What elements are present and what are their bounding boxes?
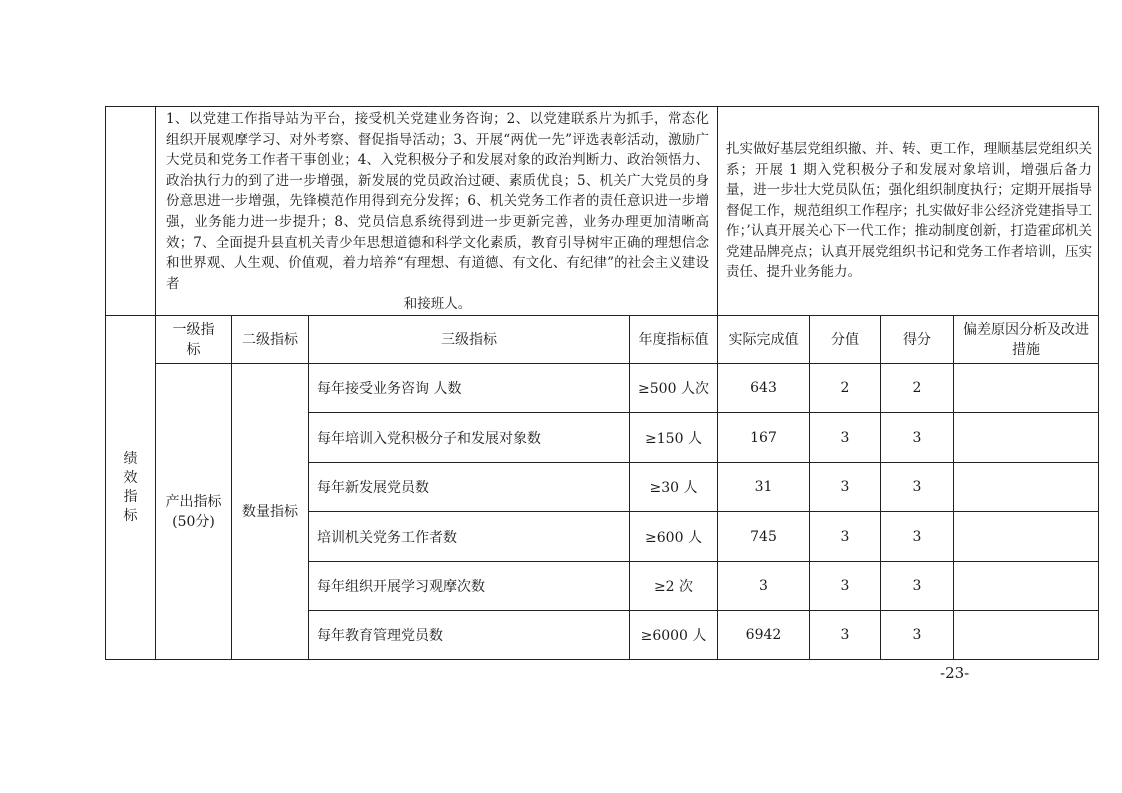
row-note xyxy=(954,413,1099,463)
header-actual-cell xyxy=(718,316,810,364)
header-weight: 分值 xyxy=(831,331,859,348)
header-score: 得分 xyxy=(903,331,931,348)
left-text-cell xyxy=(156,107,718,316)
header-actual: 实际完成值 xyxy=(728,331,799,348)
header-annual-target: 年度指标值 xyxy=(638,331,709,348)
row-actual: 167 xyxy=(718,413,810,463)
right-summary-text: 扎实做好基层党组织撤、并、转、更工作，理顺基层党组织关系；开展 1 期入党积极分子和发展对象培训，增强后备力量，进一步壮大党员队伍；强化组织制度执行；定期开展指导督促工作，规范组织工作程序；扎实做好非公经济党建指导工作；’认真开展关心下一代工作；推动制度创新，打造霍邱机关党建品牌亮点；认真开展党组织书记和党务工作者培训，压实责任、提升业务能力。 xyxy=(726,140,1093,281)
left-summary-text: 1、以党建工作指导站为平台，接受机关党建业务咨询；2、以党建联系片为抓手，常态化组织开展观摩学习、对外考察、督促指导活动；3、开展“两优一先”评选表彰活动，激励广大党员和党务工作者干事创业；4、入党积极分子和发展对象的政治判断力、政治领悟力、政治执行力的到了进一步增强，新发展的党员政治过硬、素质优良；5、机关广大党员的身份意思进一步增强，先锋模范作用得到充分发挥；6、机关党务工作者的责任意识进一步增强，业务能力进一步提升；8、党员信息系统得到进一步更新完善，业务办理更加清晰高效；7、全面提升县直机关青少年思想道德和科学文化素质，教育引导树牢正确的理想信念和世界观、人生观、价值观，着力培养“有理想、有道德、有文化、有纪律”的社会主义建设者 xyxy=(166,111,709,292)
section-label: 绩效指标 xyxy=(123,450,138,524)
row-note xyxy=(954,463,1099,512)
row-score: 2 xyxy=(881,364,954,413)
row-weight: 3 xyxy=(810,512,881,562)
row-score: 3 xyxy=(881,611,954,660)
level1-cell xyxy=(156,364,232,660)
row-score: 3 xyxy=(881,512,954,562)
level2-cell xyxy=(232,364,309,660)
row-target: ≥600 人 xyxy=(630,512,718,562)
row-actual: 31 xyxy=(718,463,810,512)
row-note xyxy=(954,512,1099,562)
header-deviation: 偏差原因分析及改进措施 xyxy=(963,321,1090,358)
header-level2-cell xyxy=(232,316,309,364)
row-actual: 745 xyxy=(718,512,810,562)
table-body xyxy=(106,107,1099,660)
header-annual-target-cell xyxy=(630,316,718,364)
row-target: ≥2 次 xyxy=(630,562,718,611)
row-actual: 6942 xyxy=(718,611,810,660)
right-text-cell xyxy=(718,107,1099,316)
header-level1: 一级指标 xyxy=(172,321,215,358)
row-weight: 2 xyxy=(810,364,881,413)
row-actual: 643 xyxy=(718,364,810,413)
row-target: ≥150 人 xyxy=(630,413,718,463)
page-number: -23- xyxy=(940,664,970,682)
row-indicator: 每年培训入党积极分子和发展对象数 xyxy=(309,413,630,463)
row-indicator: 每年教育管理党员数 xyxy=(309,611,630,660)
row-weight: 3 xyxy=(810,562,881,611)
header-level3-cell xyxy=(309,316,630,364)
row-score: 3 xyxy=(881,562,954,611)
header-level1-cell xyxy=(156,316,232,364)
row-target: ≥30 人 xyxy=(630,463,718,512)
empty-label-cell xyxy=(106,107,156,316)
row-weight: 3 xyxy=(810,463,881,512)
row-indicator: 每年接受业务咨询 人数 xyxy=(309,364,630,413)
header-score-cell xyxy=(881,316,954,364)
row-actual: 3 xyxy=(718,562,810,611)
row-note xyxy=(954,611,1099,660)
table-row xyxy=(106,364,1099,413)
header-level3: 三级指标 xyxy=(441,331,497,348)
row-indicator: 每年组织开展学习观摩次数 xyxy=(309,562,630,611)
top-text-row xyxy=(106,107,1099,316)
header-level2: 二级指标 xyxy=(242,331,298,348)
row-note xyxy=(954,364,1099,413)
row-target: ≥500 人次 xyxy=(630,364,718,413)
row-indicator: 每年新发展党员数 xyxy=(309,463,630,512)
left-summary-last-line: 和接班人。 xyxy=(403,296,472,313)
header-row xyxy=(106,316,1099,364)
header-deviation-cell xyxy=(954,316,1099,364)
performance-table xyxy=(105,106,1099,660)
header-weight-cell xyxy=(810,316,881,364)
row-weight: 3 xyxy=(810,413,881,463)
row-target: ≥6000 人 xyxy=(630,611,718,660)
row-score: 3 xyxy=(881,413,954,463)
row-score: 3 xyxy=(881,463,954,512)
level1-label: 产出指标(50分) xyxy=(165,493,222,530)
row-note xyxy=(954,562,1099,611)
section-label-cell xyxy=(106,316,156,660)
level2-label: 数量指标 xyxy=(242,503,298,520)
row-indicator: 培训机关党务工作者数 xyxy=(309,512,630,562)
row-weight: 3 xyxy=(810,611,881,660)
